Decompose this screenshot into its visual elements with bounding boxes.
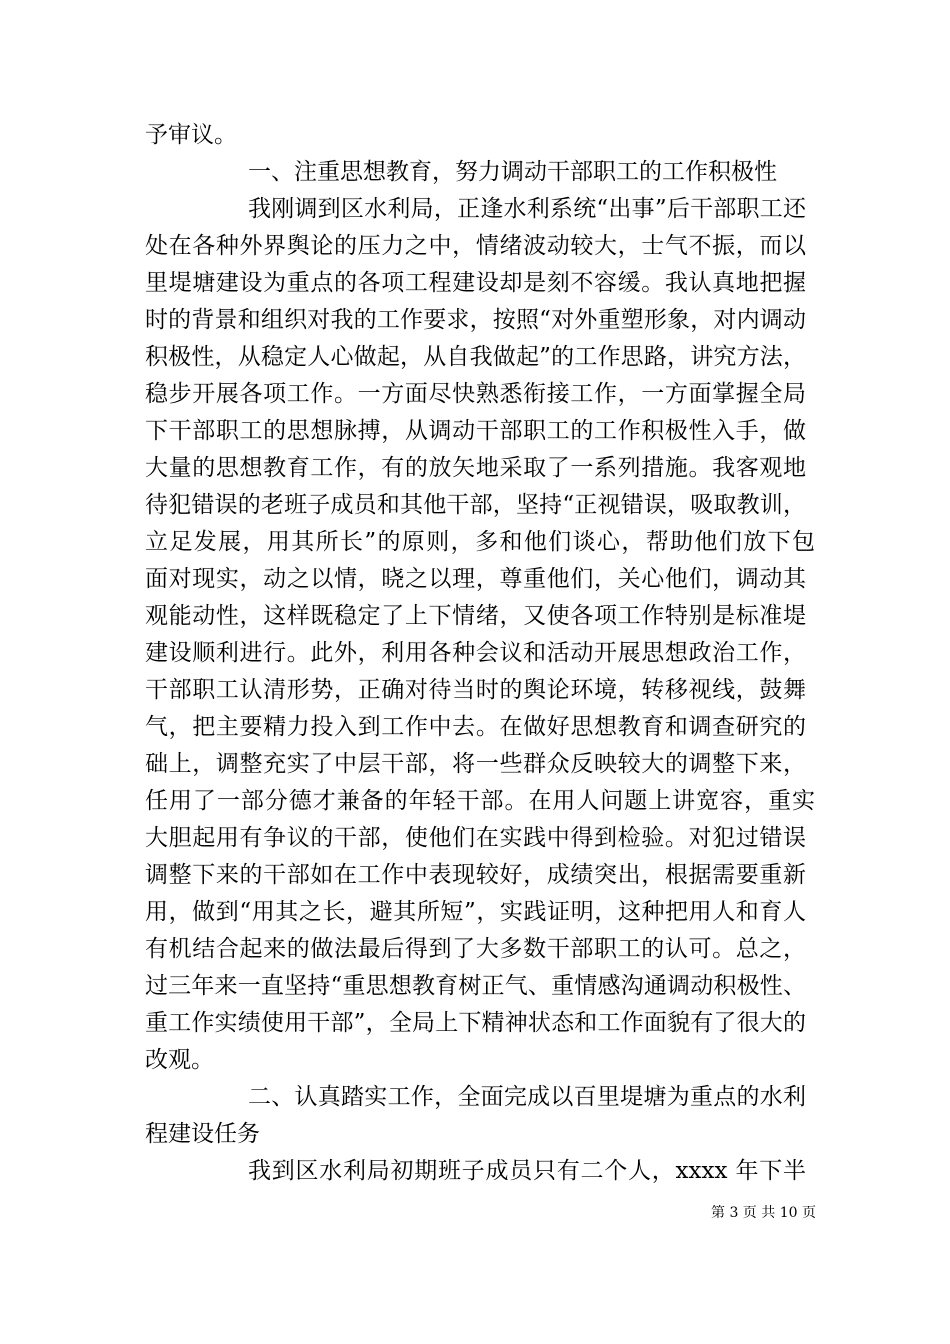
paragraph-line: 任用了一部分德才兼备的年轻干部。在用人问题上讲宽容，重实: [145, 788, 815, 814]
paragraph-line: 待犯错误的老班子成员和其他干部，坚持“正视错误，吸取教训，: [145, 492, 806, 518]
paragraph-line: 重工作实绩使用干部”，全局上下精神状态和工作面貌有了很大的: [145, 1010, 806, 1036]
paragraph-line: 大量的思想教育工作，有的放矢地采取了一系列措施。我客观地: [145, 455, 806, 481]
paragraph-line: 积极性，从稳定人心做起，从自我做起”的工作思路，讲究方法，: [145, 344, 806, 370]
paragraph-line: 稳步开展各项工作。一方面尽快熟悉衔接工作，一方面掌握全局: [145, 381, 806, 407]
paragraph-line: 用，做到“用其之长，避其所短”，实践证明，这种把用人和育人: [145, 899, 806, 925]
paragraph-line: 改观。: [145, 1047, 214, 1073]
paragraph-line: 建设顺利进行。此外，利用各种会议和活动开展思想政治工作，: [145, 640, 806, 666]
paragraph-line: 面对现实，动之以情，晓之以理，尊重他们，关心他们，调动其: [145, 566, 806, 592]
paragraph-line: 观能动性，这样既稳定了上下情绪，又使各项工作特别是标准堤: [145, 603, 806, 629]
page-number-footer: 第 3 页 共 10 页: [711, 1205, 816, 1221]
paragraph-line: 里堤塘建设为重点的各项工程建设却是刻不容缓。我认真地把握: [145, 270, 806, 296]
paragraph-line: 我到区水利局初期班子成员只有二个人，xxxx 年下半: [248, 1158, 806, 1184]
paragraph-line: 气，把主要精力投入到工作中去。在做好思想教育和调查研究的: [145, 714, 806, 740]
paragraph-line: 立足发展，用其所长”的原则，多和他们谈心，帮助他们放下包: [145, 529, 815, 555]
paragraph-line: 调整下来的干部如在工作中表现较好，成绩突出，根据需要重新: [145, 862, 806, 888]
paragraph-line: 下干部职工的思想脉搏，从调动干部职工的工作积极性入手，做: [145, 418, 806, 444]
section-heading-2-continued: 程建设任务: [145, 1121, 260, 1147]
paragraph-line: 我刚调到区水利局，正逢水利系统“出事”后干部职工还: [248, 196, 806, 222]
paragraph-line: 有机结合起来的做法最后得到了大多数干部职工的认可。总之，: [145, 936, 806, 962]
paragraph-line: 干部职工认清形势，正确对待当时的舆论环境，转移视线，鼓舞: [145, 677, 806, 703]
section-heading-2: 二、认真踏实工作，全面完成以百里堤塘为重点的水利: [248, 1084, 806, 1110]
paragraph-line: 时的背景和组织对我的工作要求，按照“对外重塑形象，对内调动: [145, 307, 806, 333]
paragraph-line: 予审议。: [145, 122, 237, 148]
paragraph-line: 处在各种外界舆论的压力之中，情绪波动较大，士气不振，而以: [145, 233, 806, 259]
paragraph-line: 过三年来一直坚持“重思想教育树正气、重情感沟通调动积极性、: [145, 973, 806, 999]
paragraph-line: 大胆起用有争议的干部，使他们在实践中得到检验。对犯过错误: [145, 825, 806, 851]
section-heading-1: 一、注重思想教育，努力调动干部职工的工作积极性: [248, 159, 777, 185]
paragraph-line: 础上，调整充实了中层干部，将一些群众反映较大的调整下来，: [145, 751, 806, 777]
